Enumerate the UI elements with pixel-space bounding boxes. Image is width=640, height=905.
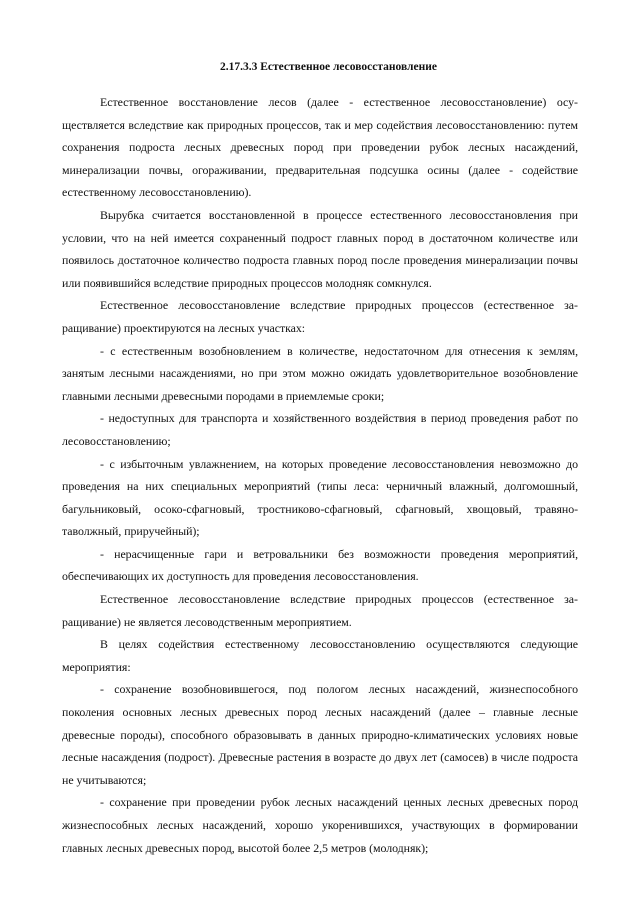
paragraph: Естественное лесовосстановление вследствие природных процессов (естественное заращивание) проектируются на лесных участках: — [62, 298, 578, 335]
paragraph: В целях содействия естественному лесовосстановлению осуществляются следующие мероприятия: — [62, 637, 578, 674]
section-heading: 2.17.3.3 Естественное лесовосстановление — [220, 61, 437, 73]
list-item: - с избыточным увлажнением, на которых проведение лесовосстановления невозможно до проведения на них специальных мероприятий (типы леса: черничный влажный, долгомошный, багульниковый, осоко-сфагновый, тростниково-сфагновый, сфагновый, хвощовый, травяно-таволжный, приручейный); — [62, 456, 578, 539]
list-item: - недоступных для транспорта и хозяйственного воздействия в период проведения работ по лесовосстановлению; — [62, 411, 578, 448]
list-item: - сохранение возобновившегося, под пологом лесных насаждений, жизнеспособного поколения основных лесных древесных пород лесных насаждений (далее – главные лесные древесные породы), способного образовывать в данных природно-климатических условиях новые лесные насаждения (подрост). Древесные растения в возрасте до двух лет (самосев) в числе подроста не учитываются; — [62, 682, 578, 787]
paragraph: Вырубка считается восстановленной в процессе естественного лесовосстановления при условии, что на ней имеется сохраненный подрост главных пород в достаточном количестве или появилось достаточное количество подроста главных пород после проведения минерализации почвы или появившийся вследствие природных процессов молодняк сомкнулся. — [62, 207, 578, 290]
document-page — [62, 60, 578, 859]
list-item: - сохранение при проведении рубок лесных насаждений ценных лесных древесных пород жизнеспособных лесных насаждений, хорошо укоренившихся, участвующих в формировании главных лесных древесных пород, высотой более 2,5 метров (молодняк); — [62, 795, 578, 855]
list-item: - с естественным возобновлением в количестве, недостаточном для отнесения к землям, занятым лесными насаждениями, но при этом можно ожидать удовлетворительное возобновление главными лесными древесными породами в приемлемые сроки; — [62, 343, 578, 403]
paragraph: Естественное лесовосстановление вследствие природных процессов (естественное заращивание) не является лесоводственным мероприятием. — [62, 592, 578, 629]
list-item: - нерасчищенные гари и ветровальники без возможности проведения мероприятий, обеспечивающих их доступность для проведения лесовосстановления. — [62, 546, 578, 584]
paragraph: Естественное восстановление лесов (далее - естественное лесовосстановление) осуществляется вследствие как природных процессов, так и мер содействия лесовосстановлению: путем сохранения подроста лесных древесных пород при проведении рубок лесных насаждений, минерализации почвы, огораживании, предварительная подсушка осины (далее - содействие естественному лесовосстановлению). — [62, 95, 578, 200]
